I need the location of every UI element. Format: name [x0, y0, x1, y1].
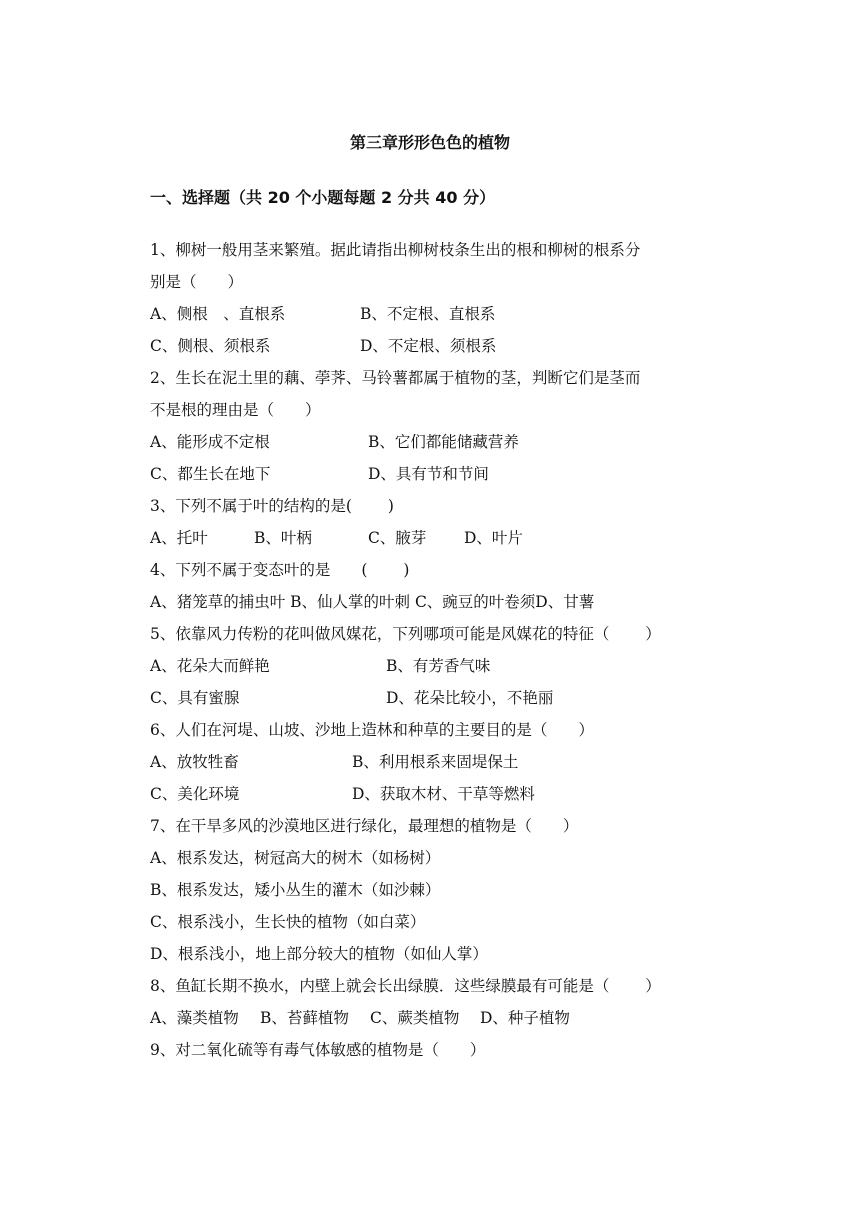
option-b: B、苔藓植物 [260, 1009, 349, 1027]
option-c: C、蕨类植物 [370, 1009, 460, 1027]
question-1-options-cd [150, 334, 730, 366]
question-2-stem: 2、生长在泥土里的藕、荸荠、马铃薯都属于植物的茎，判断它们是茎而 [150, 369, 641, 387]
question-8-options [150, 1006, 730, 1038]
option-a: A、根系发达，树冠高大的树木（如杨树） [150, 849, 441, 867]
question-5-stem: 5、依靠风力传粉的花叫做风媒花，下列哪项可能是风媒花的特征（ ） [150, 625, 661, 643]
question-2-options-cd [150, 462, 730, 494]
question-4-stem: 4、下列不属于变态叶的是 ( ) [150, 561, 410, 579]
question-7-stem: 7、在干旱多风的沙漠地区进行绿化，最理想的植物是（ ） [150, 817, 579, 835]
question-3-options [150, 526, 730, 558]
option-c: C、具有蜜腺 [150, 689, 240, 707]
option-b: B、利用根系来固堤保土 [352, 753, 519, 771]
question-4-options: A、猪笼草的捕虫叶 B、仙人掌的叶刺 C、豌豆的叶卷须D、甘薯 [150, 593, 595, 611]
option-b: B、根系发达，矮小丛生的灌木（如沙棘） [150, 881, 441, 899]
page-title: 第三章形形色色的植物 [349, 133, 510, 152]
option-b: B、它们都能储藏营养 [368, 433, 519, 451]
question-6-stem: 6、人们在河堤、山坡、沙地上造林和种草的主要目的是（ ） [150, 721, 594, 739]
question-5-options-cd [150, 686, 730, 718]
option-d: D、根系浅小，地上部分较大的植物（如仙人掌） [150, 945, 488, 963]
option-d: D、获取木材、干草等燃料 [352, 785, 535, 803]
option-a: A、花朵大而鲜艳 [150, 657, 270, 675]
option-d: D、花朵比较小，不艳丽 [386, 689, 554, 707]
section-heading: 一、选择题（共 20 个小题每题 2 分共 40 分） [150, 188, 496, 207]
question-3-stem: 3、下列不属于叶的结构的是( ) [150, 497, 394, 515]
option-c: C、腋芽 [368, 529, 427, 547]
option-b: B、不定根、直根系 [360, 305, 496, 323]
question-2-options-ab [150, 430, 730, 462]
question-6-options-cd [150, 782, 730, 814]
question-8-stem: 8、鱼缸长期不换水，内壁上就会长出绿膜．这些绿膜最有可能是（ ） [150, 977, 661, 995]
option-d: D、种子植物 [480, 1009, 570, 1027]
option-a: A、藻类植物 [150, 1009, 239, 1027]
option-a: A、能形成不定根 [150, 433, 270, 451]
option-d: D、不定根、须根系 [360, 337, 497, 355]
option-c: C、美化环境 [150, 785, 240, 803]
option-b: B、叶柄 [254, 529, 312, 547]
option-a: A、侧根 、直根系 [150, 305, 286, 323]
option-a: A、放牧牲畜 [150, 753, 239, 771]
question-6-options-ab [150, 750, 730, 782]
question-1-stem: 1、柳树一般用茎来繁殖。据此请指出柳树枝条生出的根和柳树的根系分 [150, 241, 641, 259]
question-list [150, 238, 730, 1070]
question-2-stem-cont: 不是根的理由是（ ） [150, 401, 321, 419]
question-5-options-ab [150, 654, 730, 686]
option-d: D、叶片 [464, 529, 523, 547]
option-b: B、有芳香气味 [386, 657, 491, 675]
option-c: C、根系浅小，生长快的植物（如白菜） [150, 913, 426, 931]
question-9-stem: 9、对二氧化硫等有毒气体敏感的植物是（ ） [150, 1041, 486, 1059]
option-a: A、托叶 [150, 529, 208, 547]
option-c: C、都生长在地下 [150, 465, 271, 483]
question-1-options-ab [150, 302, 730, 334]
option-c: C、侧根、须根系 [150, 337, 271, 355]
question-1-stem-cont: 别是（ ） [150, 273, 244, 291]
option-d: D、具有节和节间 [368, 465, 489, 483]
